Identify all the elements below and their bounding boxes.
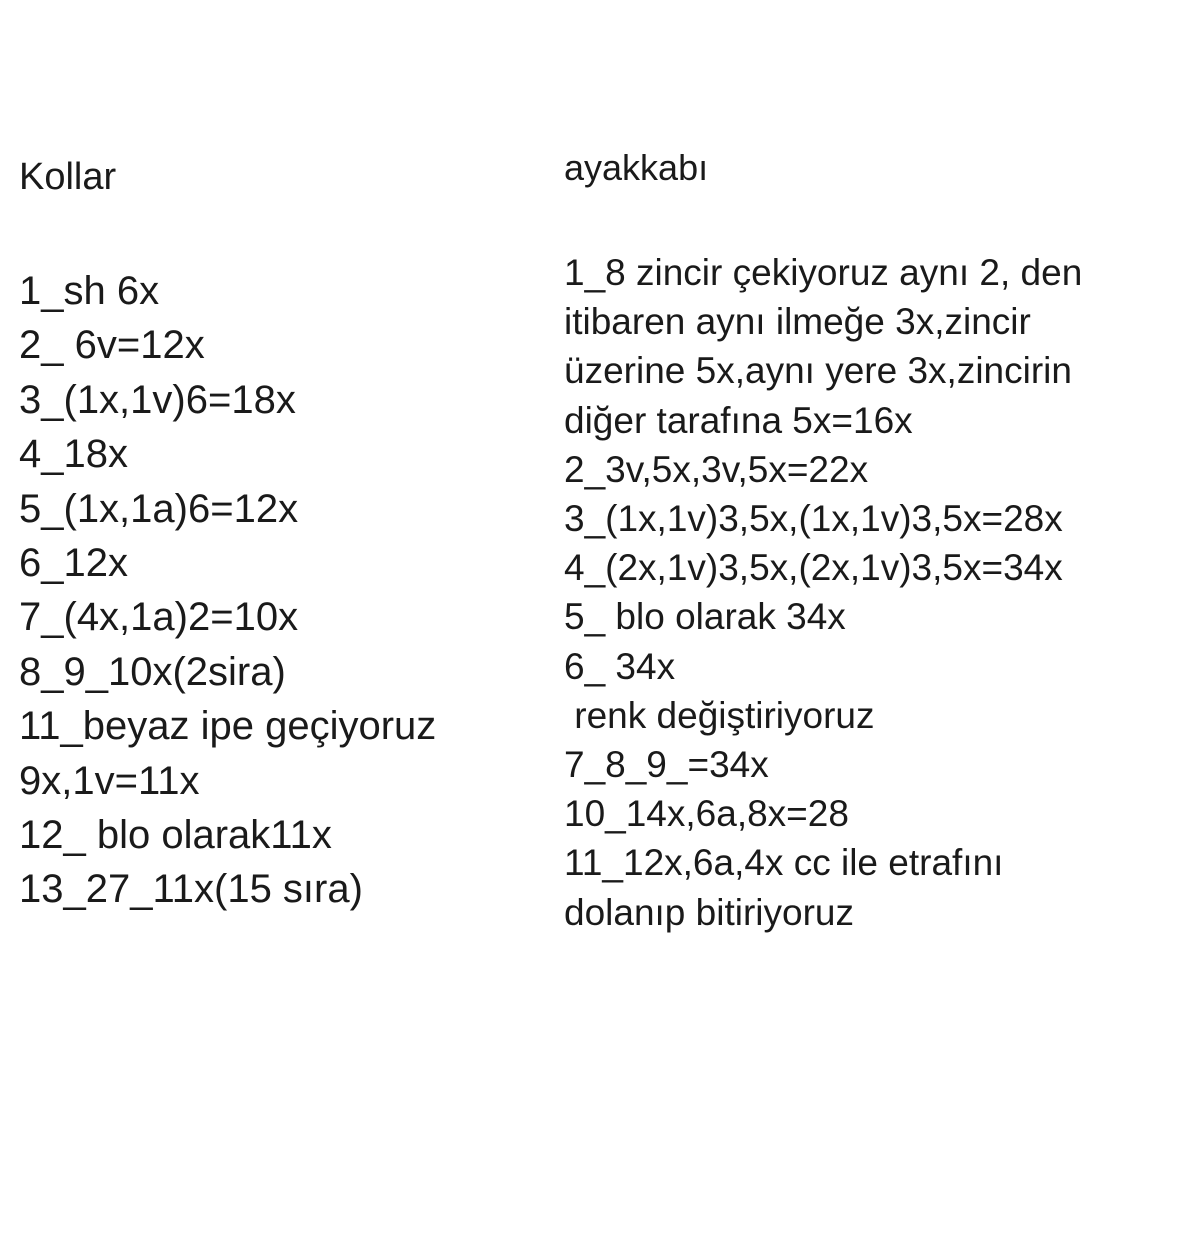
pattern-line: 4_18x [19, 432, 128, 477]
pattern-line: 2_ 6v=12x [19, 323, 205, 368]
pattern-line: 12_ blo olarak11x [19, 813, 332, 858]
pattern-line: 6_12x [19, 541, 128, 586]
kollar-title: Kollar [19, 156, 117, 198]
pattern-line: 5_ blo olarak 34x [564, 596, 846, 638]
pattern-line: üzerine 5x,aynı yere 3x,zincirin [564, 350, 1072, 392]
pattern-line: renk değiştiriyoruz [564, 694, 875, 736]
pattern-line: 3_(1x,1v)6=18x [19, 377, 296, 422]
pattern-line: 10_14x,6a,8x=28 [564, 793, 849, 835]
pattern-line: 5_(1x,1a)6=12x [19, 486, 299, 531]
pattern-line: 13_27_11x(15 sıra) [19, 867, 363, 912]
pattern-line: 3_(1x,1v)3,5x,(1x,1v)3,5x=28x [564, 498, 1063, 540]
pattern-line: 1_8 zincir çekiyoruz aynı 2, den [564, 252, 1083, 293]
pattern-line: diğer tarafına 5x=16x [564, 399, 913, 441]
pattern-line: 1_sh 6x [19, 269, 160, 313]
pattern-line: itibaren aynı ilmeğe 3x,zincir [564, 301, 1031, 343]
pattern-line: 7_8_9_=34x [564, 744, 769, 786]
ayakkabi-pattern-list [564, 248, 1082, 937]
pattern-line: 6_ 34x [564, 645, 676, 687]
pattern-line: 9x,1v=11x [19, 758, 200, 803]
pattern-line: 7_(4x,1a)2=10x [19, 595, 299, 640]
pattern-line: 11_beyaz ipe geçiyoruz [19, 704, 437, 749]
pattern-line: dolanıp bitiriyoruz [564, 891, 854, 933]
kollar-pattern-list [19, 264, 436, 917]
ayakkabi-title: ayakkabı [564, 147, 709, 188]
pattern-line: 8_9_10x(2sira) [19, 649, 286, 694]
pattern-line: 11_12x,6a,4x cc ile etrafını [564, 842, 1004, 884]
pattern-line: 4_(2x,1v)3,5x,(2x,1v)3,5x=34x [564, 547, 1063, 589]
pattern-line: 2_3v,5x,3v,5x=22x [564, 448, 869, 490]
